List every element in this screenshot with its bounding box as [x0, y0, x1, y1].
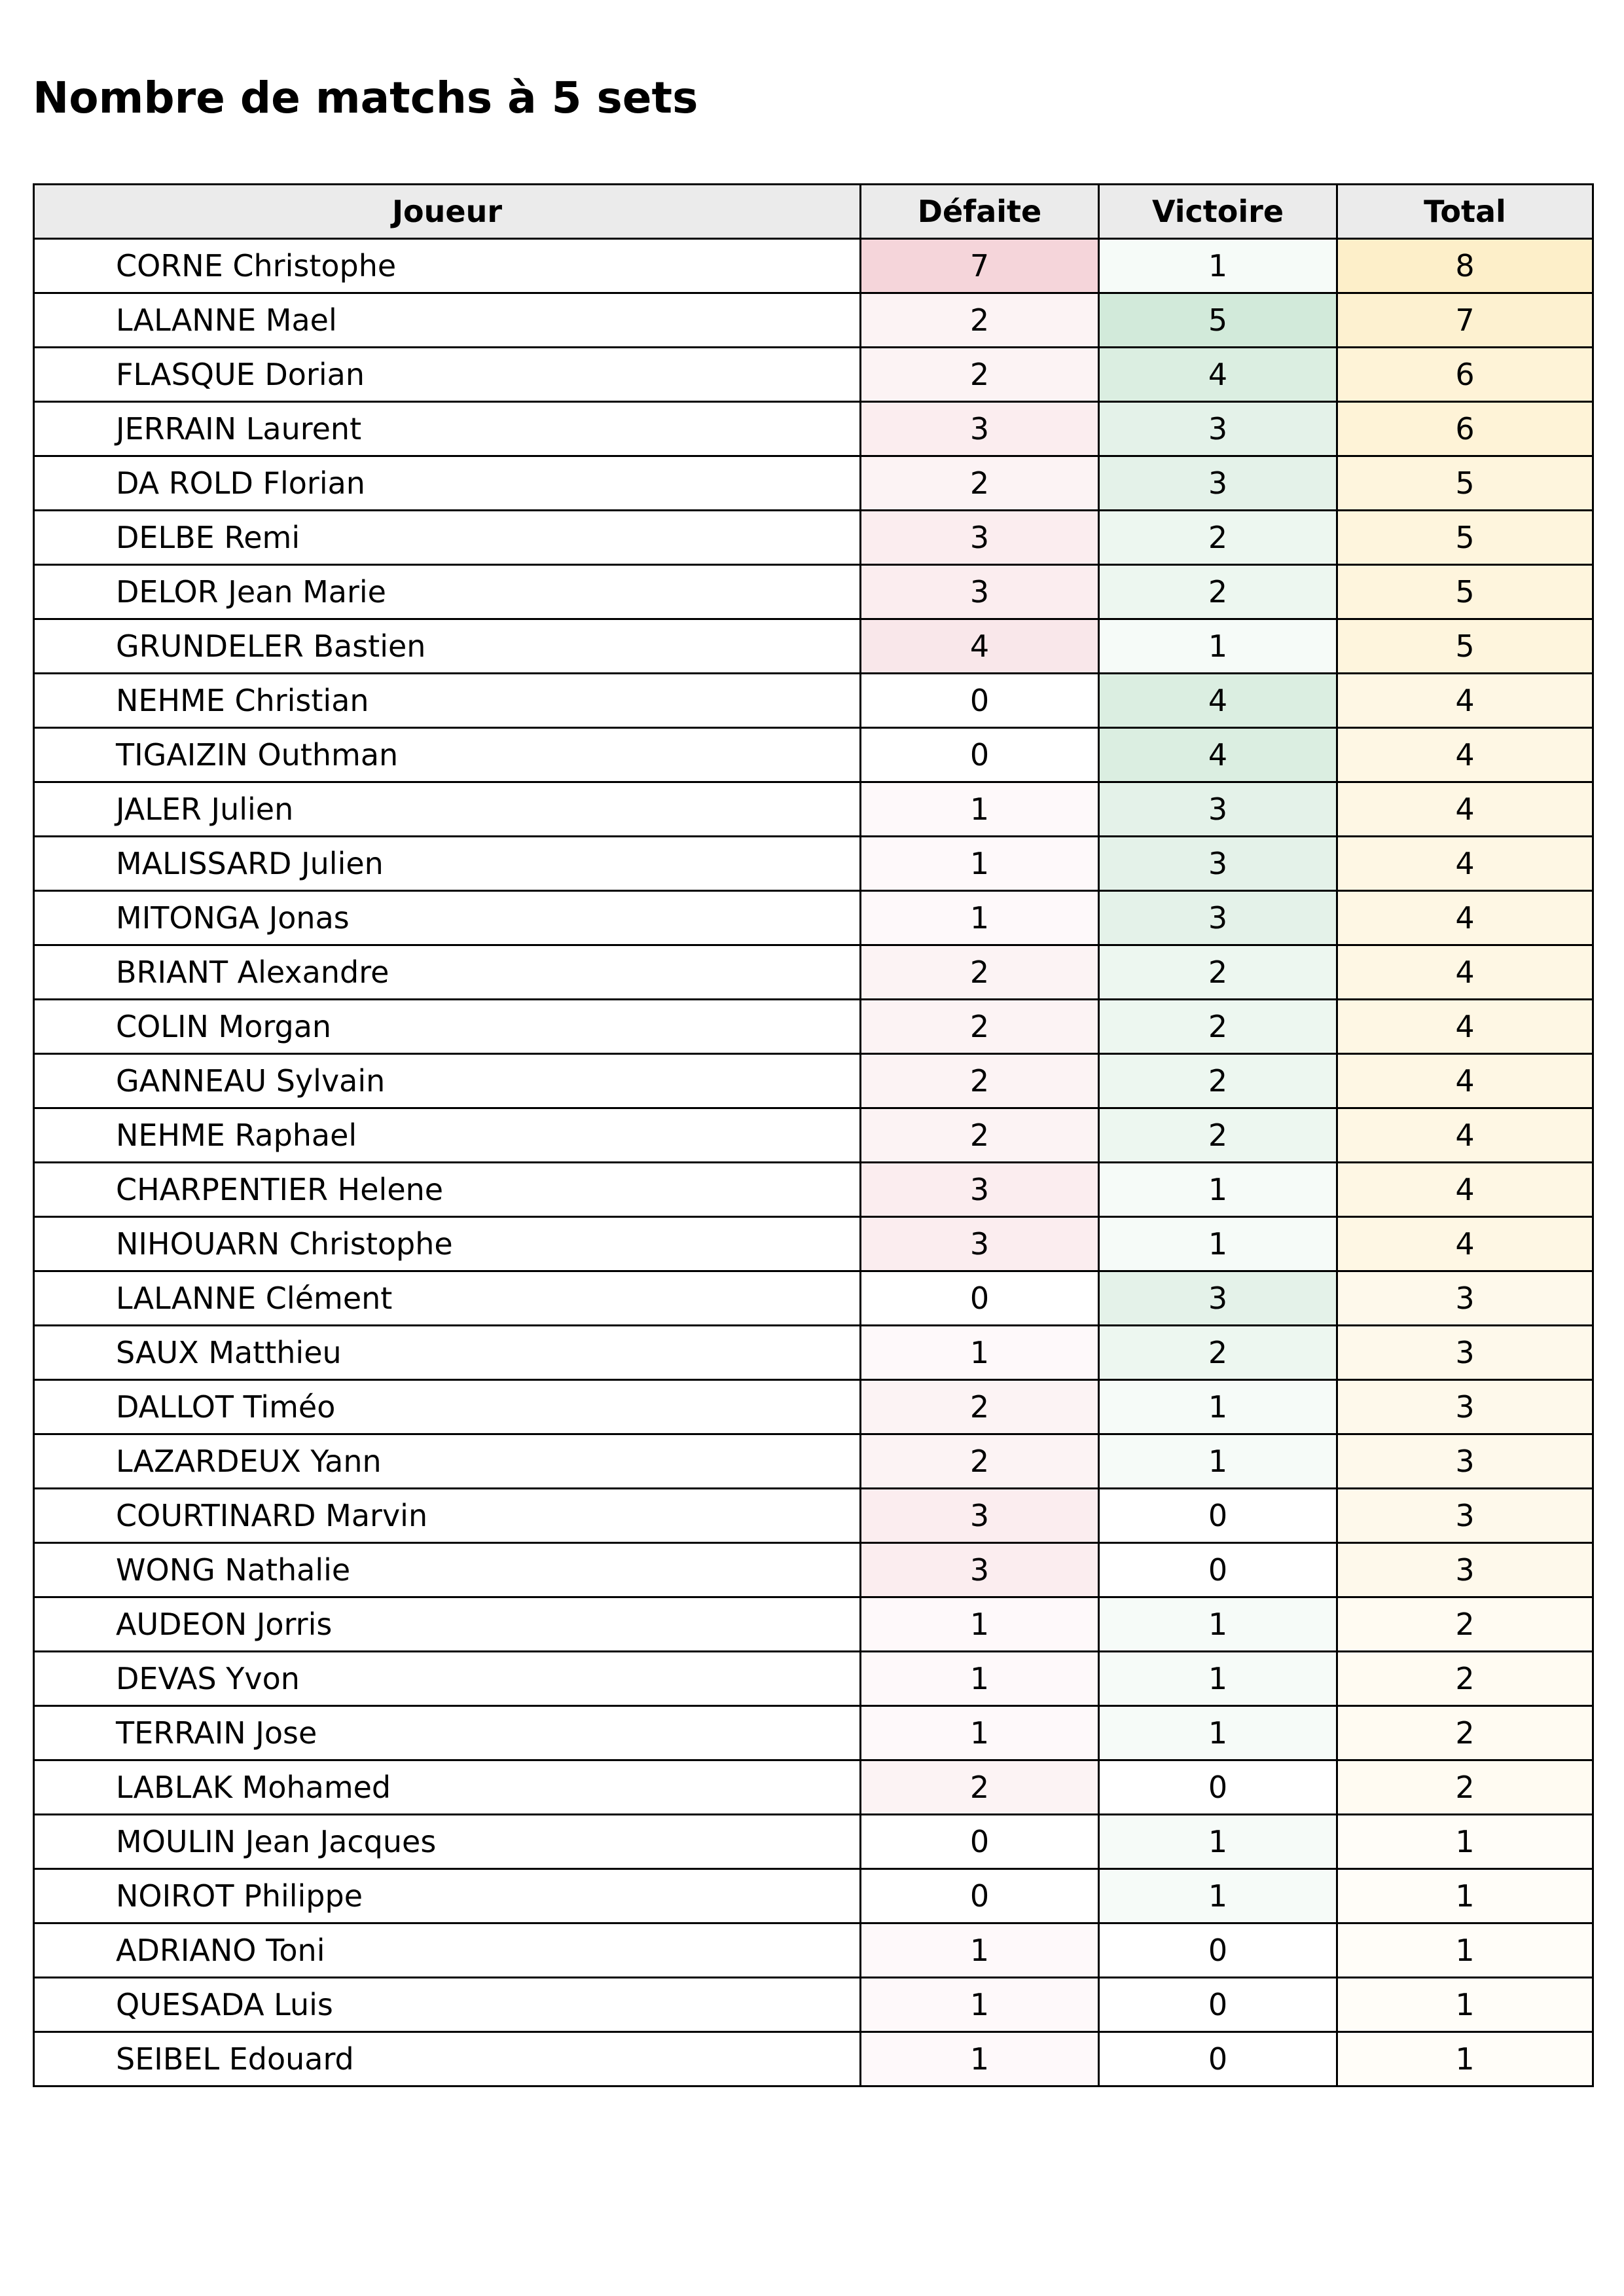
- victoire-cell: 1: [1099, 1217, 1337, 1271]
- defaite-cell: 0: [861, 1815, 1099, 1869]
- player-name-cell: LALANNE Mael: [34, 293, 861, 348]
- defaite-cell: 0: [861, 1869, 1099, 1923]
- defaite-cell: 1: [861, 837, 1099, 891]
- victoire-cell: 3: [1099, 402, 1337, 456]
- table-row: [34, 1380, 1593, 1434]
- table-row: [34, 1217, 1593, 1271]
- victoire-cell: 0: [1099, 2032, 1337, 2086]
- total-cell: 4: [1337, 891, 1593, 945]
- defaite-cell: 3: [861, 1489, 1099, 1543]
- victoire-cell: 1: [1099, 619, 1337, 674]
- victoire-cell: 2: [1099, 945, 1337, 1000]
- victoire-cell: 0: [1099, 1489, 1337, 1543]
- total-cell: 3: [1337, 1489, 1593, 1543]
- table-row: [34, 782, 1593, 837]
- table-row: [34, 1000, 1593, 1054]
- header-defaite: Défaite: [861, 185, 1099, 239]
- defaite-cell: 3: [861, 1217, 1099, 1271]
- table-row: [34, 1108, 1593, 1163]
- victoire-cell: 2: [1099, 1054, 1337, 1108]
- player-name-cell: COURTINARD Marvin: [34, 1489, 861, 1543]
- total-cell: 3: [1337, 1326, 1593, 1380]
- table-row: [34, 511, 1593, 565]
- total-cell: 4: [1337, 1108, 1593, 1163]
- defaite-cell: 3: [861, 565, 1099, 619]
- player-name-cell: BRIANT Alexandre: [34, 945, 861, 1000]
- header-total: Total: [1337, 185, 1593, 239]
- victoire-cell: 2: [1099, 565, 1337, 619]
- victoire-cell: 4: [1099, 728, 1337, 782]
- defaite-cell: 2: [861, 1434, 1099, 1489]
- defaite-cell: 1: [861, 1326, 1099, 1380]
- table-row: [34, 1271, 1593, 1326]
- total-cell: 3: [1337, 1434, 1593, 1489]
- table-row: [34, 1652, 1593, 1706]
- player-name-cell: SAUX Matthieu: [34, 1326, 861, 1380]
- total-cell: 3: [1337, 1380, 1593, 1434]
- victoire-cell: 1: [1099, 1815, 1337, 1869]
- defaite-cell: 0: [861, 674, 1099, 728]
- defaite-cell: 2: [861, 945, 1099, 1000]
- total-cell: 1: [1337, 1815, 1593, 1869]
- table-row: [34, 1978, 1593, 2032]
- player-name-cell: ADRIANO Toni: [34, 1923, 861, 1978]
- victoire-cell: 1: [1099, 1869, 1337, 1923]
- defaite-cell: 4: [861, 619, 1099, 674]
- table-row: [34, 1597, 1593, 1652]
- table-row: [34, 2032, 1593, 2086]
- player-name-cell: DELOR Jean Marie: [34, 565, 861, 619]
- player-name-cell: LABLAK Mohamed: [34, 1760, 861, 1815]
- player-name-cell: TIGAIZIN Outhman: [34, 728, 861, 782]
- total-cell: 4: [1337, 945, 1593, 1000]
- table-row: [34, 1923, 1593, 1978]
- total-cell: 2: [1337, 1652, 1593, 1706]
- table-row: [34, 1434, 1593, 1489]
- player-name-cell: QUESADA Luis: [34, 1978, 861, 2032]
- total-cell: 5: [1337, 565, 1593, 619]
- table-row: [34, 1869, 1593, 1923]
- player-name-cell: JERRAIN Laurent: [34, 402, 861, 456]
- defaite-cell: 1: [861, 1978, 1099, 2032]
- total-cell: 4: [1337, 674, 1593, 728]
- player-name-cell: LAZARDEUX Yann: [34, 1434, 861, 1489]
- table-row: [34, 891, 1593, 945]
- total-cell: 1: [1337, 2032, 1593, 2086]
- total-cell: 3: [1337, 1271, 1593, 1326]
- header-victoire: Victoire: [1099, 185, 1337, 239]
- table-row: [34, 565, 1593, 619]
- total-cell: 7: [1337, 293, 1593, 348]
- total-cell: 8: [1337, 239, 1593, 293]
- player-name-cell: JALER Julien: [34, 782, 861, 837]
- table-row: [34, 1489, 1593, 1543]
- table-row: [34, 1706, 1593, 1760]
- defaite-cell: 3: [861, 1543, 1099, 1597]
- victoire-cell: 0: [1099, 1760, 1337, 1815]
- defaite-cell: 2: [861, 1108, 1099, 1163]
- victoire-cell: 3: [1099, 456, 1337, 511]
- total-cell: 4: [1337, 1163, 1593, 1217]
- defaite-cell: 2: [861, 1380, 1099, 1434]
- victoire-cell: 5: [1099, 293, 1337, 348]
- total-cell: 2: [1337, 1706, 1593, 1760]
- player-name-cell: CHARPENTIER Helene: [34, 1163, 861, 1217]
- total-cell: 1: [1337, 1869, 1593, 1923]
- table-header: [34, 185, 1593, 239]
- player-name-cell: AUDEON Jorris: [34, 1597, 861, 1652]
- victoire-cell: 1: [1099, 1706, 1337, 1760]
- victoire-cell: 3: [1099, 837, 1337, 891]
- victoire-cell: 1: [1099, 1652, 1337, 1706]
- page-title: Nombre de matchs à 5 sets: [33, 73, 698, 123]
- table-row: [34, 1326, 1593, 1380]
- player-name-cell: FLASQUE Dorian: [34, 348, 861, 402]
- player-name-cell: GRUNDELER Bastien: [34, 619, 861, 674]
- total-cell: 4: [1337, 1054, 1593, 1108]
- total-cell: 1: [1337, 1923, 1593, 1978]
- defaite-cell: 1: [861, 782, 1099, 837]
- defaite-cell: 2: [861, 1054, 1099, 1108]
- defaite-cell: 1: [861, 891, 1099, 945]
- defaite-cell: 2: [861, 1760, 1099, 1815]
- table-row: [34, 945, 1593, 1000]
- header-row: [34, 185, 1593, 239]
- player-name-cell: COLIN Morgan: [34, 1000, 861, 1054]
- victoire-cell: 2: [1099, 1326, 1337, 1380]
- defaite-cell: 3: [861, 402, 1099, 456]
- table-row: [34, 456, 1593, 511]
- total-cell: 3: [1337, 1543, 1593, 1597]
- player-name-cell: DA ROLD Florian: [34, 456, 861, 511]
- defaite-cell: 1: [861, 1652, 1099, 1706]
- table-row: [34, 1815, 1593, 1869]
- total-cell: 2: [1337, 1760, 1593, 1815]
- defaite-cell: 2: [861, 293, 1099, 348]
- player-name-cell: NIHOUARN Christophe: [34, 1217, 861, 1271]
- table-row: [34, 728, 1593, 782]
- player-name-cell: TERRAIN Jose: [34, 1706, 861, 1760]
- total-cell: 4: [1337, 837, 1593, 891]
- total-cell: 6: [1337, 348, 1593, 402]
- player-name-cell: LALANNE Clément: [34, 1271, 861, 1326]
- defaite-cell: 3: [861, 1163, 1099, 1217]
- player-name-cell: DELBE Remi: [34, 511, 861, 565]
- victoire-cell: 1: [1099, 1597, 1337, 1652]
- table-row: [34, 402, 1593, 456]
- player-name-cell: WONG Nathalie: [34, 1543, 861, 1597]
- results-table: [33, 183, 1594, 2087]
- victoire-cell: 4: [1099, 348, 1337, 402]
- defaite-cell: 2: [861, 456, 1099, 511]
- victoire-cell: 0: [1099, 1978, 1337, 2032]
- total-cell: 4: [1337, 1000, 1593, 1054]
- player-name-cell: MITONGA Jonas: [34, 891, 861, 945]
- defaite-cell: 1: [861, 1597, 1099, 1652]
- player-name-cell: NEHME Christian: [34, 674, 861, 728]
- table-row: [34, 239, 1593, 293]
- player-name-cell: MOULIN Jean Jacques: [34, 1815, 861, 1869]
- player-name-cell: CORNE Christophe: [34, 239, 861, 293]
- total-cell: 5: [1337, 456, 1593, 511]
- player-name-cell: DALLOT Timéo: [34, 1380, 861, 1434]
- defaite-cell: 2: [861, 1000, 1099, 1054]
- victoire-cell: 3: [1099, 1271, 1337, 1326]
- victoire-cell: 2: [1099, 1108, 1337, 1163]
- defaite-cell: 0: [861, 728, 1099, 782]
- victoire-cell: 4: [1099, 674, 1337, 728]
- defaite-cell: 7: [861, 239, 1099, 293]
- defaite-cell: 1: [861, 1706, 1099, 1760]
- defaite-cell: 1: [861, 2032, 1099, 2086]
- player-name-cell: SEIBEL Edouard: [34, 2032, 861, 2086]
- table-body: [34, 239, 1593, 2086]
- total-cell: 5: [1337, 511, 1593, 565]
- victoire-cell: 2: [1099, 511, 1337, 565]
- victoire-cell: 1: [1099, 239, 1337, 293]
- total-cell: 4: [1337, 728, 1593, 782]
- victoire-cell: 0: [1099, 1543, 1337, 1597]
- defaite-cell: 3: [861, 511, 1099, 565]
- victoire-cell: 0: [1099, 1923, 1337, 1978]
- player-name-cell: MALISSARD Julien: [34, 837, 861, 891]
- table-row: [34, 1163, 1593, 1217]
- victoire-cell: 3: [1099, 891, 1337, 945]
- defaite-cell: 2: [861, 348, 1099, 402]
- table-row: [34, 619, 1593, 674]
- victoire-cell: 1: [1099, 1163, 1337, 1217]
- table-row: [34, 1760, 1593, 1815]
- table-row: [34, 1054, 1593, 1108]
- victoire-cell: 2: [1099, 1000, 1337, 1054]
- player-name-cell: GANNEAU Sylvain: [34, 1054, 861, 1108]
- defaite-cell: 1: [861, 1923, 1099, 1978]
- total-cell: 1: [1337, 1978, 1593, 2032]
- table-row: [34, 674, 1593, 728]
- total-cell: 4: [1337, 782, 1593, 837]
- victoire-cell: 1: [1099, 1380, 1337, 1434]
- table-row: [34, 837, 1593, 891]
- table-row: [34, 348, 1593, 402]
- table-row: [34, 293, 1593, 348]
- total-cell: 4: [1337, 1217, 1593, 1271]
- table-row: [34, 1543, 1593, 1597]
- defaite-cell: 0: [861, 1271, 1099, 1326]
- total-cell: 2: [1337, 1597, 1593, 1652]
- total-cell: 6: [1337, 402, 1593, 456]
- victoire-cell: 3: [1099, 782, 1337, 837]
- player-name-cell: NOIROT Philippe: [34, 1869, 861, 1923]
- header-joueur: Joueur: [34, 185, 861, 239]
- total-cell: 5: [1337, 619, 1593, 674]
- player-name-cell: DEVAS Yvon: [34, 1652, 861, 1706]
- player-name-cell: NEHME Raphael: [34, 1108, 861, 1163]
- victoire-cell: 1: [1099, 1434, 1337, 1489]
